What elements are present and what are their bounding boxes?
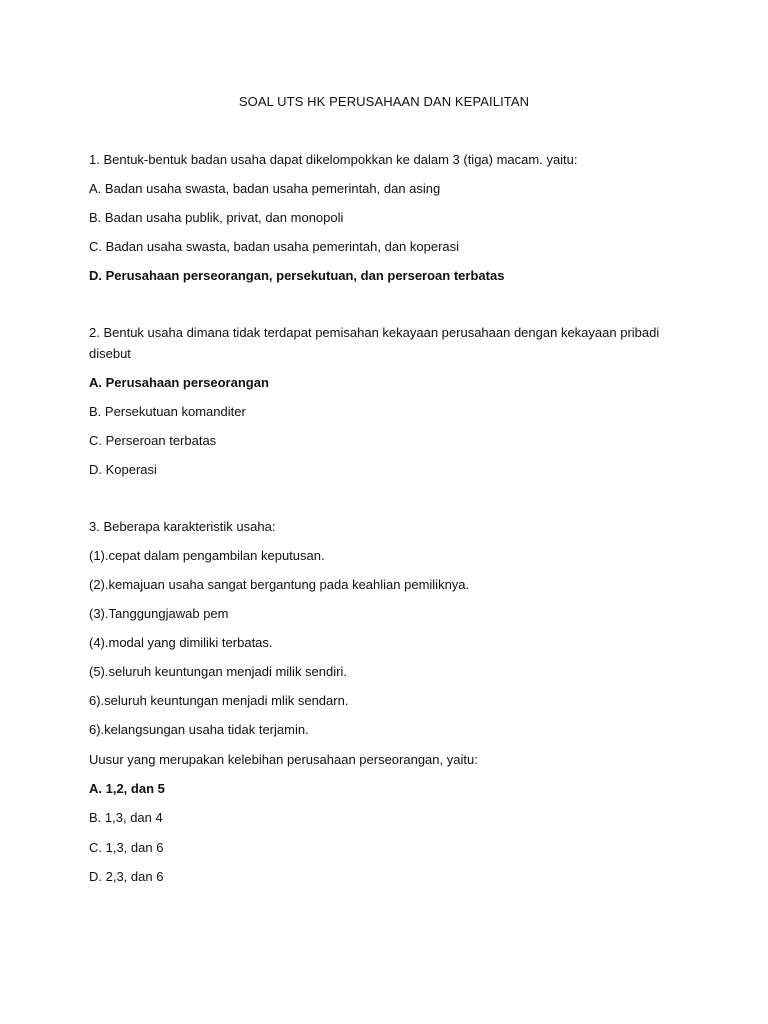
question-3-option-b: B. 1,3, dan 4 bbox=[89, 810, 163, 825]
question-1-prompt: 1. Bentuk-bentuk badan usaha dapat dikelompokkan ke dalam 3 (tiga) macam. yaitu: bbox=[89, 152, 578, 167]
question-1-option-a: A. Badan usaha swasta, badan usaha pemerintah, dan asing bbox=[89, 181, 441, 196]
question-1-option-d: D. Perusahaan perseorangan, persekutuan, dan perseroan terbatas bbox=[89, 268, 505, 283]
question-2-prompt-line-1: 2. Bentuk usaha dimana tidak terdapat pemisahan kekayaan perusahaan dengan kekayaan pribadi bbox=[89, 325, 660, 340]
question-3-item-2: (2).kemajuan usaha sangat bergantung pada keahlian pemiliknya. bbox=[89, 577, 470, 592]
question-3-option-c: C. 1,3, dan 6 bbox=[89, 840, 164, 855]
question-2-option-d: D. Koperasi bbox=[89, 462, 157, 477]
question-3-option-a: A. 1,2, dan 5 bbox=[89, 781, 165, 796]
page-title: SOAL UTS HK PERUSAHAAN DAN KEPAILITAN bbox=[238, 94, 530, 109]
question-3-prompt: 3. Beberapa karakteristik usaha: bbox=[89, 519, 276, 534]
question-2-prompt-line-2: disebut bbox=[89, 346, 131, 361]
question-3-item-7: 6).kelangsungan usaha tidak terjamin. bbox=[89, 722, 309, 737]
question-3-option-d: D. 2,3, dan 6 bbox=[89, 869, 164, 884]
question-3-item-4: (4).modal yang dimiliki terbatas. bbox=[89, 635, 273, 650]
question-3-item-6: 6).seluruh keuntungan menjadi mlik sendarn. bbox=[89, 693, 349, 708]
question-2-option-c: C. Perseroan terbatas bbox=[89, 433, 217, 448]
question-3-item-5: (5).seluruh keuntungan menjadi milik sendiri. bbox=[89, 664, 347, 679]
question-2-option-b: B. Persekutuan komanditer bbox=[89, 404, 246, 419]
question-1-option-c: C. Badan usaha swasta, badan usaha pemerintah, dan koperasi bbox=[89, 239, 460, 254]
question-1-option-b: B. Badan usaha publik, privat, dan monopoli bbox=[89, 210, 344, 225]
question-3-item-1: (1).cepat dalam pengambilan keputusan. bbox=[89, 548, 325, 563]
question-3-item-3: (3).Tanggungjawab pem bbox=[89, 606, 229, 621]
question-3-question: Uusur yang merupakan kelebihan perusahaan perseorangan, yaitu: bbox=[89, 752, 478, 767]
question-2-option-a: A. Perusahaan perseorangan bbox=[89, 375, 269, 390]
